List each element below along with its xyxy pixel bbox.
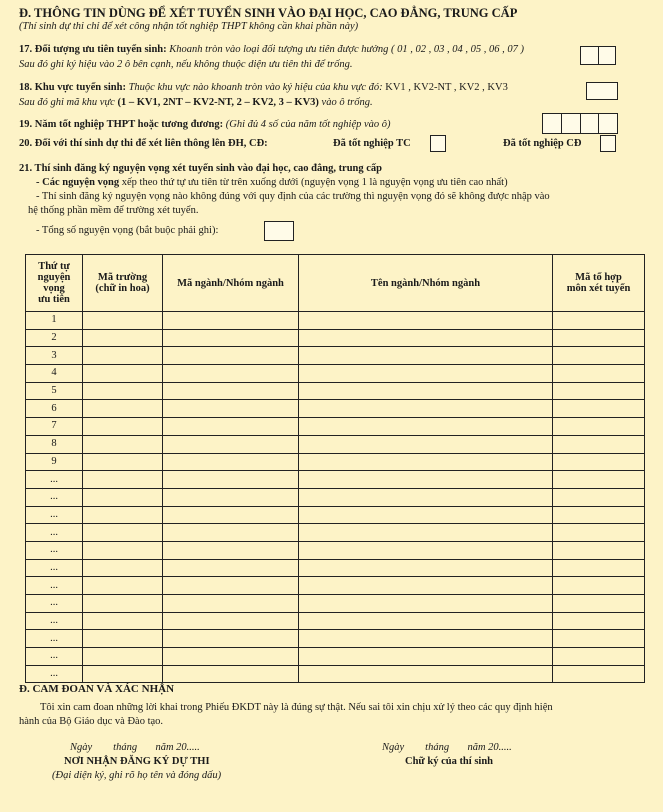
row-order: 3 xyxy=(26,347,83,365)
table-row xyxy=(26,435,645,453)
table-row xyxy=(26,630,645,648)
row-order: ... xyxy=(26,612,83,630)
row-combo-code-cell[interactable] xyxy=(553,612,645,630)
row-major-code-cell[interactable] xyxy=(163,488,299,506)
table-row xyxy=(26,365,645,383)
row-school-code-cell[interactable] xyxy=(83,418,163,436)
q18-line2-a: Sau đó ghi mã khu vực xyxy=(19,97,115,108)
row-school-code-cell[interactable] xyxy=(83,382,163,400)
table-row xyxy=(26,453,645,471)
row-school-code-cell[interactable] xyxy=(83,488,163,506)
q20-tc-label: Đã tốt nghiệp TC xyxy=(333,138,411,149)
q17-text: Khoanh tròn vào loại đối tượng ưu tiên được hưởng ( 01 , 02 , 03 , 04 , 05 , 06 , 07 ) xyxy=(169,44,524,55)
q18-text: Thuộc khu vực nào khoanh tròn vào ký hiệu của khu vực đó: xyxy=(128,82,383,93)
table-row xyxy=(26,506,645,524)
section-d-subtitle: (Thí sinh dự thi chỉ để xét công nhận tốt nghiệp THPT không cần khai phần này) xyxy=(19,21,359,32)
table-row xyxy=(26,329,645,347)
header-order xyxy=(26,255,83,312)
row-major-name-cell[interactable] xyxy=(299,329,553,347)
q17-line2: Sau đó ghi ký hiệu vào 2 ô bên cạnh, nếu không thuộc diện ưu tiên thì để trống. xyxy=(19,59,353,70)
row-combo-code-cell[interactable] xyxy=(553,577,645,595)
q21-bullet2-line2: hệ thống phần mềm để trường xét tuyển. xyxy=(28,205,199,216)
row-order: ... xyxy=(26,648,83,666)
table-row xyxy=(26,382,645,400)
header-combo-l2: môn xét tuyển xyxy=(566,283,631,294)
row-major-name-cell[interactable] xyxy=(299,400,553,418)
row-major-code-cell[interactable] xyxy=(163,524,299,542)
row-major-name-cell[interactable] xyxy=(299,365,553,383)
row-major-name-cell[interactable] xyxy=(299,506,553,524)
q19-text: (Ghi đủ 4 số của năm tốt nghiệp vào ô) xyxy=(225,119,391,130)
q20-tc-checkbox[interactable] xyxy=(430,135,446,152)
preferences-table xyxy=(25,254,645,683)
table-row xyxy=(26,471,645,489)
header-school-l2: (chữ in hoa) xyxy=(95,283,150,294)
header-combo-code xyxy=(553,255,645,312)
table-row xyxy=(26,312,645,330)
row-order: 5 xyxy=(26,382,83,400)
q17-line1 xyxy=(19,44,524,55)
row-combo-code-cell[interactable] xyxy=(553,665,645,683)
row-combo-code-cell[interactable] xyxy=(553,453,645,471)
header-order-l4: ưu tiên xyxy=(38,294,70,305)
row-major-code-cell[interactable] xyxy=(163,648,299,666)
row-combo-code-cell[interactable] xyxy=(553,329,645,347)
row-school-code-cell[interactable] xyxy=(83,595,163,613)
q17-priority-input[interactable] xyxy=(580,46,616,65)
q21-bullet3: - Tổng số nguyện vọng (bắt buộc phải ghi): xyxy=(36,225,219,236)
row-order: ... xyxy=(26,524,83,542)
row-major-code-cell[interactable] xyxy=(163,471,299,489)
row-major-code-cell[interactable] xyxy=(163,312,299,330)
row-major-code-cell[interactable] xyxy=(163,435,299,453)
q18-codes: KV1 , KV2-NT , KV2 , KV3 xyxy=(385,82,508,93)
row-major-name-cell[interactable] xyxy=(299,471,553,489)
q18-region-input[interactable] xyxy=(586,82,618,100)
q19-year-input[interactable] xyxy=(542,113,618,134)
box-divider xyxy=(561,114,562,133)
row-order: 2 xyxy=(26,329,83,347)
row-combo-code-cell[interactable] xyxy=(553,365,645,383)
q18-line2-b: (1 – KV1, 2NT – KV2-NT, 2 – KV2, 3 – KV3) xyxy=(117,97,319,108)
row-school-code-cell[interactable] xyxy=(83,665,163,683)
q18-line2-c: vào ô trống. xyxy=(321,97,373,108)
q20-cd-checkbox[interactable] xyxy=(600,135,616,152)
row-major-code-cell[interactable] xyxy=(163,329,299,347)
row-school-code-cell[interactable] xyxy=(83,612,163,630)
row-order: ... xyxy=(26,541,83,559)
row-combo-code-cell[interactable] xyxy=(553,541,645,559)
row-major-code-cell[interactable] xyxy=(163,559,299,577)
row-order: ... xyxy=(26,577,83,595)
row-school-code-cell[interactable] xyxy=(83,435,163,453)
header-combo-l1: Mã tổ hợp xyxy=(575,272,622,283)
q21-total-input[interactable] xyxy=(264,221,294,241)
q18-line1 xyxy=(19,82,508,93)
row-school-code-cell[interactable] xyxy=(83,329,163,347)
row-school-code-cell[interactable] xyxy=(83,453,163,471)
row-order: ... xyxy=(26,665,83,683)
table-row xyxy=(26,612,645,630)
row-major-name-cell[interactable] xyxy=(299,312,553,330)
row-combo-code-cell[interactable] xyxy=(553,418,645,436)
q21-bullet1-rest: xếp theo thứ tự ưu tiên từ trên xuống dưới (nguyện vọng 1 là nguyện vọng ưu tiên cao nhất) xyxy=(121,177,508,188)
row-major-name-cell[interactable] xyxy=(299,435,553,453)
q21-bullet1-bold: - Các nguyện vọng xyxy=(36,177,120,188)
row-order: 1 xyxy=(26,312,83,330)
row-order: ... xyxy=(26,595,83,613)
row-major-name-cell[interactable] xyxy=(299,648,553,666)
row-major-name-cell[interactable] xyxy=(299,382,553,400)
q20-cd-label: Đã tốt nghiệp CĐ xyxy=(503,138,582,149)
table-row xyxy=(26,559,645,577)
header-school-l1: Mã trường xyxy=(97,272,148,283)
receiver-title: NƠI NHẬN ĐĂNG KÝ DỰ THI xyxy=(64,756,210,767)
q21-bullet1 xyxy=(36,177,508,188)
row-major-code-cell[interactable] xyxy=(163,577,299,595)
row-major-code-cell[interactable] xyxy=(163,541,299,559)
row-major-code-cell[interactable] xyxy=(163,365,299,383)
row-major-code-cell[interactable] xyxy=(163,382,299,400)
receiver-note: (Đại diện ký, ghi rõ họ tên và đóng dấu) xyxy=(52,770,222,781)
row-major-code-cell[interactable] xyxy=(163,400,299,418)
table-row xyxy=(26,418,645,436)
row-school-code-cell[interactable] xyxy=(83,577,163,595)
row-major-name-cell[interactable] xyxy=(299,630,553,648)
row-order: 8 xyxy=(26,435,83,453)
table-row xyxy=(26,595,645,613)
row-major-name-cell[interactable] xyxy=(299,488,553,506)
row-major-name-cell[interactable] xyxy=(299,612,553,630)
box-divider xyxy=(580,114,581,133)
row-major-name-cell[interactable] xyxy=(299,559,553,577)
row-combo-code-cell[interactable] xyxy=(553,382,645,400)
row-major-name-cell[interactable] xyxy=(299,418,553,436)
table-body xyxy=(26,312,645,683)
table-row xyxy=(26,488,645,506)
row-combo-code-cell[interactable] xyxy=(553,506,645,524)
table-row xyxy=(26,347,645,365)
row-school-code-cell[interactable] xyxy=(83,648,163,666)
section-d-title: Đ. THÔNG TIN DÙNG ĐỂ XÉT TUYỂN SINH VÀO ĐẠI HỌC, CAO ĐẲNG, TRUNG CẤP xyxy=(19,6,518,20)
row-combo-code-cell[interactable] xyxy=(553,488,645,506)
q18-label: 18. Khu vực tuyển sinh: xyxy=(19,82,126,93)
date-right: Ngày tháng năm 20..... xyxy=(382,742,512,753)
table-row xyxy=(26,524,645,542)
table-row xyxy=(26,400,645,418)
row-major-name-cell[interactable] xyxy=(299,347,553,365)
table-row xyxy=(26,665,645,683)
row-combo-code-cell[interactable] xyxy=(553,312,645,330)
row-combo-code-cell[interactable] xyxy=(553,400,645,418)
row-school-code-cell[interactable] xyxy=(83,471,163,489)
row-major-code-cell[interactable] xyxy=(163,418,299,436)
candidate-signature: Chữ ký của thí sinh xyxy=(405,756,493,767)
q20-label: 20. Đối với thí sinh dự thi để xét liên thông lên ĐH, CĐ: xyxy=(19,138,268,149)
row-combo-code-cell[interactable] xyxy=(553,595,645,613)
row-school-code-cell[interactable] xyxy=(83,630,163,648)
row-school-code-cell[interactable] xyxy=(83,541,163,559)
header-school-code xyxy=(83,255,163,312)
row-major-code-cell[interactable] xyxy=(163,612,299,630)
q18-line2 xyxy=(19,97,373,108)
header-major-code: Mã ngành/Nhóm ngành xyxy=(163,255,299,312)
row-school-code-cell[interactable] xyxy=(83,365,163,383)
row-major-code-cell[interactable] xyxy=(163,506,299,524)
row-major-code-cell[interactable] xyxy=(163,630,299,648)
row-school-code-cell[interactable] xyxy=(83,400,163,418)
row-order: ... xyxy=(26,488,83,506)
row-major-code-cell[interactable] xyxy=(163,665,299,683)
row-combo-code-cell[interactable] xyxy=(553,524,645,542)
row-major-name-cell[interactable] xyxy=(299,577,553,595)
date-left: Ngày tháng năm 20..... xyxy=(70,742,200,753)
table-header-row xyxy=(26,255,645,312)
row-order: 4 xyxy=(26,365,83,383)
row-order: ... xyxy=(26,506,83,524)
row-order: 7 xyxy=(26,418,83,436)
q21-bullet2-line1: - Thí sinh đăng ký nguyện vọng nào không đúng với quy định của các trường thì nguyện vọng đó sẽ không được nhập vào xyxy=(36,191,550,202)
row-major-code-cell[interactable] xyxy=(163,595,299,613)
row-combo-code-cell[interactable] xyxy=(553,347,645,365)
table-row xyxy=(26,577,645,595)
row-order: 9 xyxy=(26,453,83,471)
row-combo-code-cell[interactable] xyxy=(553,630,645,648)
section-e-line2: hành của Bộ Giáo dục và Đào tạo. xyxy=(19,716,164,727)
row-order: ... xyxy=(26,471,83,489)
row-combo-code-cell[interactable] xyxy=(553,471,645,489)
row-combo-code-cell[interactable] xyxy=(553,559,645,577)
header-major-name: Tên ngành/Nhóm ngành xyxy=(299,255,553,312)
row-major-name-cell[interactable] xyxy=(299,541,553,559)
row-order: ... xyxy=(26,630,83,648)
q19-line xyxy=(19,119,391,130)
row-order: ... xyxy=(26,559,83,577)
row-order: 6 xyxy=(26,400,83,418)
row-school-code-cell[interactable] xyxy=(83,312,163,330)
row-major-code-cell[interactable] xyxy=(163,453,299,471)
row-major-name-cell[interactable] xyxy=(299,453,553,471)
row-school-code-cell[interactable] xyxy=(83,506,163,524)
q21-label: 21. Thí sinh đăng ký nguyện vọng xét tuyển sinh vào đại học, cao đẳng, trung cấp xyxy=(19,163,383,174)
row-major-name-cell[interactable] xyxy=(299,524,553,542)
table-row xyxy=(26,648,645,666)
header-order-l3: vọng xyxy=(43,283,65,294)
section-e-line1: Tôi xin cam đoan những lời khai trong Phiếu ĐKDT này là đúng sự thật. Nếu sai tôi xin chịu xử lý theo các quy định hiện xyxy=(40,702,553,713)
row-school-code-cell[interactable] xyxy=(83,559,163,577)
table-row xyxy=(26,541,645,559)
header-order-l1: Thứ tự xyxy=(38,261,70,272)
row-major-name-cell[interactable] xyxy=(299,595,553,613)
section-e-title: Đ. CAM ĐOAN VÀ XÁC NHẬN xyxy=(19,683,175,695)
q19-label: 19. Năm tốt nghiệp THPT hoặc tương đương: xyxy=(19,119,224,130)
row-combo-code-cell[interactable] xyxy=(553,435,645,453)
header-order-l2: nguyện xyxy=(37,272,71,283)
box-divider xyxy=(598,47,599,64)
row-major-code-cell[interactable] xyxy=(163,347,299,365)
row-major-name-cell[interactable] xyxy=(299,665,553,683)
row-school-code-cell[interactable] xyxy=(83,524,163,542)
row-school-code-cell[interactable] xyxy=(83,347,163,365)
row-combo-code-cell[interactable] xyxy=(553,648,645,666)
box-divider xyxy=(598,114,599,133)
q17-label: 17. Đối tượng ưu tiên tuyển sinh: xyxy=(19,44,167,55)
